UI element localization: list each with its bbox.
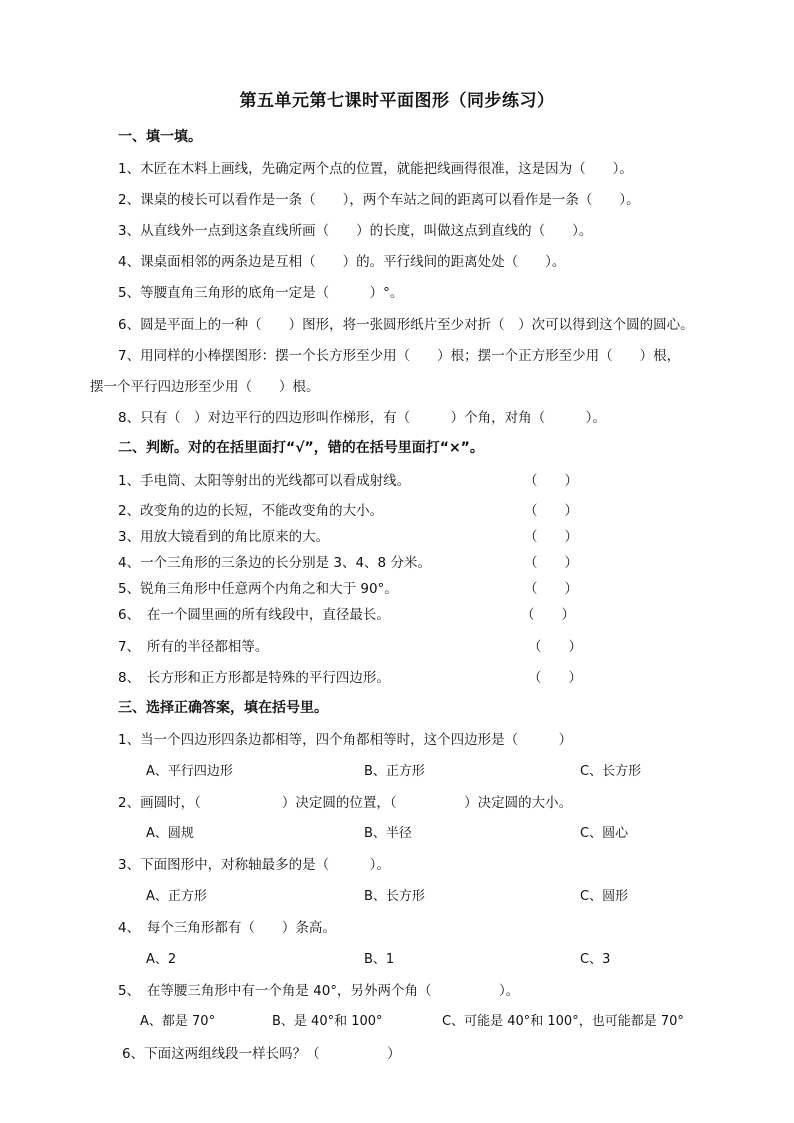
- choice-1-option-b: B、正方形: [364, 764, 425, 779]
- section1-heading: 一、填一填。: [118, 129, 202, 145]
- choice-1-option-c: C、长方形: [580, 764, 642, 779]
- judge-answer-box-6: （ ）: [521, 607, 575, 623]
- judge-statement-4: 4、一个三角形的三条边的长分别是 3、4、8 分米。: [118, 555, 431, 571]
- judge-statement-2: 2、改变角的边的长短，不能改变角的大小。: [118, 503, 384, 519]
- judge-answer-box-8: （ ）: [528, 670, 582, 686]
- choice-5-option-b: B、是 40°和 100°: [272, 1014, 383, 1029]
- choice-3-option-b: B、长方形: [364, 889, 425, 904]
- choice-question-3: 3、下面图形中，对称轴最多的是（ ）。: [118, 857, 390, 873]
- choice-question-6: 6、下面这两组线段一样长吗？（ ）: [122, 1046, 401, 1062]
- fill-question-2: 2、课桌的棱长可以看作是一条（ ），两个车站之间的距离可以看作是一条（ ）。: [118, 192, 640, 208]
- choice-question-1: 1、当一个四边形四条边都相等，四个角都相等时，这个四边形是（ ）: [118, 732, 573, 748]
- fill-question-6: 6、圆是平面上的一种（ ）图形，将一张圆形纸片至少对折（ ）次可以得到这个圆的圆心。: [118, 317, 694, 333]
- fill-question-1: 1、木匠在木料上画线，先确定两个点的位置，就能把线画得很准，这是因为（ ）。: [118, 161, 633, 177]
- fill-question-7: 7、用同样的小棒摆图形：摆一个长方形至少用（ ）根；摆一个正方形至少用（ ）根，: [118, 348, 681, 364]
- choice-2-option-a: A、圆规: [146, 826, 194, 841]
- fill-question-3: 3、从直线外一点到这条直线所画（ ）的长度，叫做这点到直线的（ ）。: [118, 223, 593, 239]
- fill-question-8: 8、只有（ ）对边平行的四边形叫作梯形，有（ ）个角，对角（ ）。: [118, 410, 606, 426]
- choice-question-2: 2、画圆时，（ ）决定圆的位置，（ ）决定圆的大小。: [118, 795, 573, 811]
- judge-answer-box-4: （ ）: [524, 555, 578, 571]
- judge-answer-box-3: （ ）: [524, 529, 578, 545]
- choice-4-option-a: A、2: [146, 952, 177, 967]
- page-title: 第五单元第七课时平面图形（同步练习）: [239, 91, 555, 111]
- section3-heading: 三、选择正确答案，填在括号里。: [118, 700, 328, 716]
- choice-4-option-b: B、1: [364, 952, 395, 967]
- judge-answer-box-5: （ ）: [524, 581, 578, 597]
- judge-answer-box-2: （ ）: [524, 503, 578, 519]
- fill-question-4: 4、课桌面相邻的两条边是互相（ ）的。平行线间的距离处处（ ）。: [118, 254, 566, 270]
- choice-5-option-a: A、都是 70°: [140, 1014, 216, 1029]
- judge-statement-3: 3、用放大镜看到的角比原来的大。: [118, 529, 330, 545]
- judge-statement-8: 8、 长方形和正方形都是特殊的平行四边形。: [118, 670, 390, 686]
- choice-5-option-c: C、可能是 40°和 100°，也可能都是 70°: [442, 1014, 684, 1029]
- choice-3-option-c: C、圆形: [580, 889, 629, 904]
- choice-2-option-c: C、圆心: [580, 826, 629, 841]
- judge-statement-5: 5、锐角三角形中任意两个内角之和大于 90°。: [118, 581, 398, 597]
- fill-question-7-cont: 摆一个平行四边形至少用（ ）根。: [90, 379, 320, 395]
- judge-answer-box-7: （ ）: [528, 639, 582, 655]
- judge-statement-1: 1、手电筒、太阳等射出的光线都可以看成射线。: [118, 473, 411, 489]
- choice-4-option-c: C、3: [580, 952, 611, 967]
- fill-question-5: 5、等腰直角三角形的底角一定是（ ）°。: [118, 285, 404, 301]
- judge-statement-7: 7、 所有的半径都相等。: [118, 639, 269, 655]
- section2-heading: 二、判断。对的在括里面打“√”，错的在括号里面打“×”。: [118, 440, 484, 456]
- choice-question-5: 5、 在等腰三角形中有一个角是 40°，另外两个角（ ）。: [118, 983, 520, 999]
- judge-statement-6: 6、 在一个圆里画的所有线段中，直径最长。: [118, 607, 390, 623]
- choice-2-option-b: B、半径: [364, 826, 412, 841]
- choice-question-4: 4、 每个三角形都有（ ）条高。: [118, 920, 336, 936]
- choice-3-option-a: A、正方形: [146, 889, 207, 904]
- choice-1-option-a: A、平行四边形: [146, 764, 233, 779]
- judge-answer-box-1: （ ）: [524, 473, 578, 489]
